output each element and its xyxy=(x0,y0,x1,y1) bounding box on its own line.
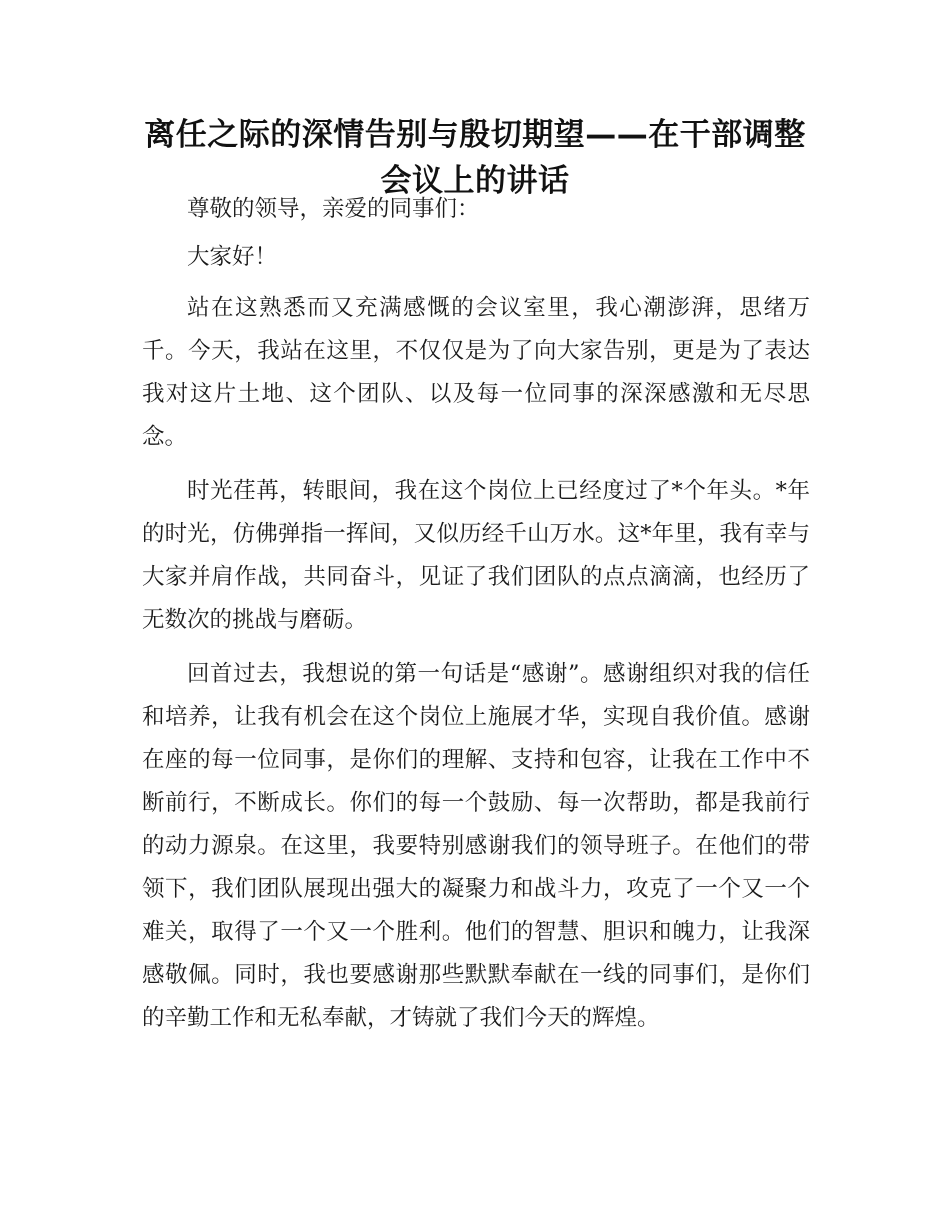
document-body xyxy=(142,188,810,1051)
paragraph-2: 时光荏苒，转眼间，我在这个岗位上已经度过了*个年头。*年的时光，仿佛弹指一挥间，又似历经千山万水。这*年里，我有幸与大家并肩作战，共同奋斗，见证了我们团队的点点滴滴，也经历了无数次的挑战与磨砺。 xyxy=(142,478,810,633)
salutation: 尊敬的领导，亲爱的同事们： xyxy=(187,196,480,222)
greeting: 大家好！ xyxy=(187,244,278,270)
paragraph-1: 站在这熟悉而又充满感慨的会议室里，我心潮澎湃，思绪万千。今天，我站在这里，不仅仅是为了向大家告别，更是为了表达我对这片土地、这个团队、以及每一位同事的深深感激和无尽思念。 xyxy=(142,295,810,450)
paragraph-3: 回首过去，我想说的第一句话是“感谢”。感谢组织对我的信任和培养，让我有机会在这个岗位上施展才华，实现自我价值。感谢在座的每一位同事，是你们的理解、支持和包容，让我在工作中不断前行，不断成长。你们的每一个鼓励、每一次帮助，都是我前行的动力源泉。在这里，我要特别感谢我们的领导班子。在他们的带领下，我们团队展现出强大的凝聚力和战斗力，攻克了一个又一个难关，取得了一个又一个胜利。他们的智慧、胆识和魄力，让我深感敬佩。同时，我也要感谢那些默默奉献在一线的同事们，是你们的辛勤工作和无私奉献，才铸就了我们今天的辉煌。 xyxy=(142,661,810,1031)
document-title: 离任之际的深情告别与殷切期望——在干部调整会议上的讲话 xyxy=(144,117,806,199)
